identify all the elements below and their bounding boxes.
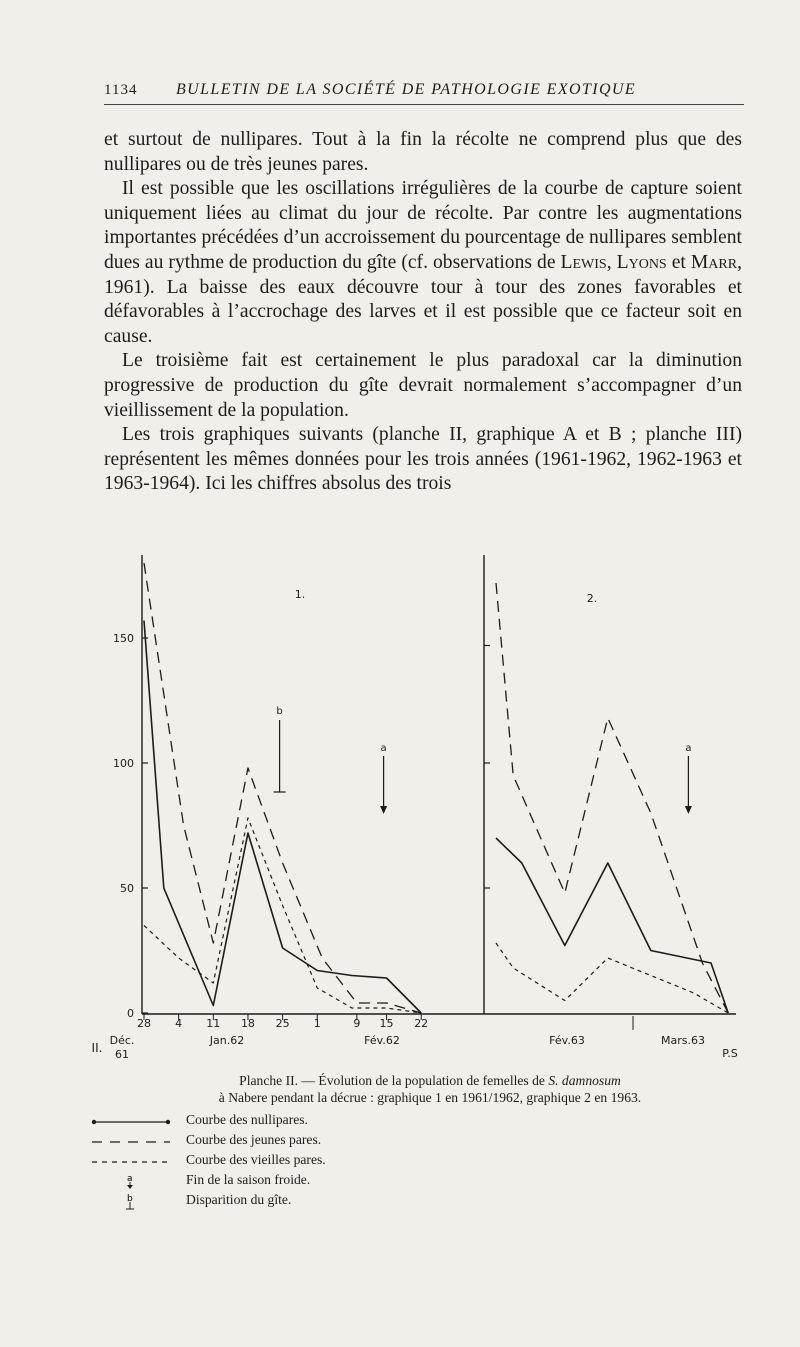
legend-item-fin-saison xyxy=(90,1172,490,1190)
panel1-month-year-0: 61 xyxy=(115,1048,129,1061)
legend-solid-line-icon xyxy=(90,1114,175,1130)
legend-label-nullipares: Courbe des nullipares. xyxy=(186,1112,308,1127)
panel2-series-courbe-des-vieilles-pares xyxy=(496,943,728,1013)
figure-caption xyxy=(120,1072,740,1106)
panel1-label: 1. xyxy=(294,588,306,601)
panel1-y-tick-label-50: 50 xyxy=(120,882,134,895)
running-title: BULLETIN DE LA SOCIÉTÉ DE PATHOLOGIE EXOTIQUE xyxy=(176,81,637,98)
panel1-y-tick-label-100: 100 xyxy=(113,757,134,770)
paragraph-1: et surtout de nullipares. Tout à la fin la récolte ne comprend plus que des nullipares ou de très jeunes pares. xyxy=(104,129,742,175)
legend-item-disparition xyxy=(90,1192,490,1210)
panel1-marker-a-letter: a xyxy=(380,743,387,754)
legend-b-bar-icon xyxy=(90,1194,175,1210)
panel2-marker-a-arrow xyxy=(685,806,692,814)
page-number: 1134 xyxy=(104,82,138,98)
page-header xyxy=(104,78,744,105)
body-text xyxy=(104,128,742,497)
panel1-x-tick-label-0: 28 xyxy=(137,1017,151,1030)
panel1-series-courbe-des-nullipares xyxy=(144,621,421,1014)
paragraph-2-text-a: Il est possible que les oscillations irrégulières de la courbe de capture soient uniquement liées au climat du jour de récolte. Par contre les augmentations importantes précédées d’un accroissement du pourcentage de nullipares semblent dues au rythme de production du gîte (cf. observations de xyxy=(104,178,742,273)
panel2-marker-a-letter: a xyxy=(685,743,692,754)
panel1-marker-b-letter: b xyxy=(276,706,283,717)
caption-species: S. damnosum xyxy=(548,1073,621,1088)
panel1-y-tick-label-150: 150 xyxy=(113,632,134,645)
panel1-x-tick-label-3: 18 xyxy=(240,1017,255,1030)
panel2-month-label-0: Fév.63 xyxy=(549,1034,585,1047)
panel2-label: 2. xyxy=(586,592,598,605)
panel1-x-tick-label-2: 11 xyxy=(206,1017,221,1030)
author-lyons: Lyons xyxy=(616,251,667,273)
panel1-month-label-0: Déc. xyxy=(109,1034,135,1047)
paragraph-2-sep-1: , xyxy=(606,251,617,273)
paragraph-4: Les trois graphiques suivants (planche II, graphique A et B ; planche III) représentent les mêmes données pour les trois années (1961-1962, 1962-1963 et 1963-1964). Ici les chiffres absolus des trois xyxy=(104,424,742,495)
panel1-month-label-2: Fév.62 xyxy=(364,1034,400,1047)
panel1-x-tick-label-6: 9 xyxy=(353,1017,361,1030)
legend-short-dash-icon xyxy=(90,1154,175,1170)
panel1-month-label-1: Jan.62 xyxy=(209,1034,245,1047)
panel1-y-tick-label-0: 0 xyxy=(127,1007,134,1020)
legend-a-letter: a xyxy=(127,1174,133,1184)
caption-line-2: à Nabere pendant la décrue : graphique 1 en 1961/1962, graphique 2 en 1963. xyxy=(218,1090,642,1105)
plate-marker: II. xyxy=(91,1041,103,1055)
panel1-x-tick-label-8: 22 xyxy=(414,1017,429,1030)
panel1-x-tick-label-1: 4 xyxy=(175,1017,183,1030)
caption-line-1 xyxy=(120,1072,740,1089)
paragraph-2-text-b: , 1961). La baisse des eaux découvre tour à tour des zones favorables et défavorables à l’accrochage des larves et il est possible que ce facteur soit en cause. xyxy=(104,251,742,347)
panel1-x-tick-label-5: 1 xyxy=(313,1017,321,1030)
paragraph-2 xyxy=(104,177,742,349)
legend-label-disparition: Disparition du gîte. xyxy=(186,1192,292,1207)
legend-b-letter: b xyxy=(127,1194,133,1204)
panel1-x-tick-label-7: 15 xyxy=(379,1017,394,1030)
panel1-marker-a-arrow xyxy=(380,806,387,814)
paragraph-2-sep-2: et xyxy=(666,251,691,273)
planche-ii-figure xyxy=(0,530,800,1070)
author-lewis: Lewis xyxy=(560,251,607,273)
legend-a-arrow-icon xyxy=(90,1174,175,1190)
legend-long-dash-icon xyxy=(90,1134,175,1150)
panel2-month-label-1: Mars.63 xyxy=(661,1034,705,1047)
legend-item-vieilles-pares xyxy=(90,1152,490,1170)
paragraph-3: Le troisième fait est certainement le plus paradoxal car la diminution progressive de production du gîte devrait normalement s’accompagner d’un vieillissement de la population. xyxy=(104,350,742,421)
caption-line-1-text: Planche II. — Évolution de la population de femelles de xyxy=(239,1073,549,1088)
author-marr: Marr xyxy=(690,251,738,273)
legend-label-jeunes-pares: Courbe des jeunes pares. xyxy=(186,1132,322,1147)
legend-label-vieilles-pares: Courbe des vieilles pares. xyxy=(186,1152,326,1167)
legend-label-fin-saison: Fin de la saison froide. xyxy=(186,1172,311,1187)
legend-item-jeunes-pares xyxy=(90,1132,490,1150)
ps-label: P.S xyxy=(722,1047,738,1060)
panel1-x-tick-label-4: 25 xyxy=(275,1017,290,1030)
panel2-series-courbe-des-nullipares xyxy=(496,838,728,1013)
legend-item-nullipares xyxy=(90,1112,490,1130)
panel1-series-courbe-des-vieilles-pares xyxy=(144,818,421,1013)
panel2-series-courbe-des-jeunes-pares xyxy=(496,583,728,1013)
